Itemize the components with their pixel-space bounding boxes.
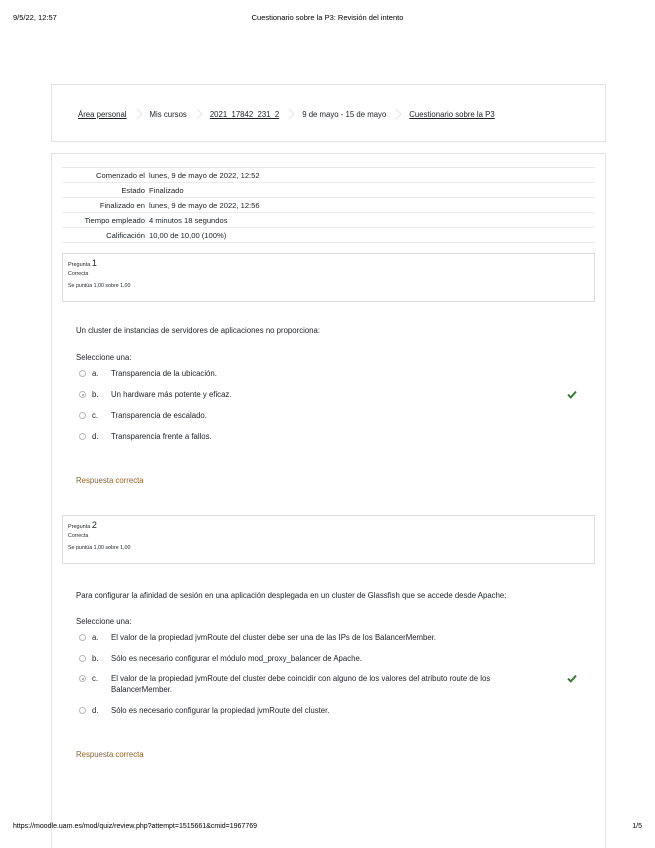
summary-value: lunes, 9 de mayo de 2022, 12:52: [149, 170, 260, 180]
radio-button[interactable]: [79, 391, 86, 398]
summary-value: Finalizado: [149, 185, 184, 195]
question-number-prefix: Pregunta: [68, 524, 91, 530]
breadcrumb: [78, 108, 495, 120]
answer-letter: c.: [92, 411, 99, 420]
radio-button[interactable]: [79, 370, 86, 377]
summary-label: Finalizado en: [99, 200, 145, 210]
answer-text: Un hardware más potente y eficaz.: [111, 390, 232, 399]
breadcrumb-mis-cursos[interactable]: Mis cursos: [149, 109, 187, 119]
question-1-info: [62, 253, 595, 302]
radio-button[interactable]: [79, 433, 86, 440]
print-title: Cuestionario sobre la P3: Revisión del intento: [251, 13, 404, 22]
summary-row: [62, 183, 595, 198]
answer-text: Transparencia de escalado.: [111, 411, 207, 420]
question-number-value: 2: [91, 520, 97, 530]
print-url: https://moodle.uam.es/mod/quiz/review.php?attempt=1515661&cmid=1967769: [13, 823, 257, 830]
breadcrumb-container: [51, 84, 606, 142]
radio-button[interactable]: [79, 412, 86, 419]
answer-option[interactable]: [79, 673, 569, 695]
answer-text: Sólo es necesario configurar la propiedad jvmRoute del cluster.: [111, 706, 330, 715]
answer-letter: c.: [92, 674, 99, 683]
print-header: [13, 13, 642, 25]
summary-value: 10,00 de 10,00 (100%): [149, 230, 227, 240]
question-1-text: Un cluster de instancias de servidores de aplicaciones no proporciona:: [76, 326, 321, 335]
question-2-prompt: Seleccione una:: [76, 617, 132, 626]
radio-button[interactable]: [79, 634, 86, 641]
radio-button[interactable]: [79, 707, 86, 714]
question-state: Correcta: [68, 271, 89, 277]
summary-label: Estado: [121, 185, 145, 195]
answer-option[interactable]: [79, 632, 569, 643]
breadcrumb-section[interactable]: 9 de mayo - 15 de mayo: [302, 109, 387, 119]
quiz-review-content: [51, 153, 606, 848]
radio-button[interactable]: [79, 655, 86, 662]
answer-letter: b.: [92, 654, 99, 663]
question-number: [68, 520, 589, 532]
question-number-prefix: Pregunta: [68, 262, 91, 268]
question-grade: Se puntúa 1,00 sobre 1,00: [68, 545, 131, 551]
breadcrumb-area-personal[interactable]: Área personal: [78, 109, 127, 119]
answer-option[interactable]: [79, 368, 569, 379]
summary-value: 4 minutos 18 segundos: [149, 215, 228, 225]
question-2-feedback: Respuesta correcta: [76, 750, 144, 759]
answer-text: El valor de la propiedad jvmRoute del cluster debe ser una de las IPs de los BalancerMember.: [111, 633, 437, 642]
breadcrumb-separator-icon: [195, 108, 201, 120]
correct-check-icon: [567, 390, 577, 399]
print-date: 9/5/22, 12:57: [13, 13, 57, 22]
question-number: [68, 258, 589, 270]
summary-row: [62, 228, 595, 243]
answer-letter: d.: [92, 706, 99, 715]
question-number-value: 1: [91, 258, 97, 268]
breadcrumb-course[interactable]: 2021_17842_231_2: [209, 109, 280, 119]
answer-text: [103, 673, 490, 695]
attempt-summary-table: [62, 167, 595, 243]
breadcrumb-quiz[interactable]: Cuestionario sobre la P3: [409, 109, 495, 119]
question-2-info: [62, 515, 595, 564]
print-footer: [13, 823, 642, 835]
breadcrumb-separator-icon: [135, 108, 141, 120]
radio-button[interactable]: [79, 675, 86, 682]
answer-option[interactable]: [79, 389, 569, 400]
answer-text: Transparencia de la ubicación.: [111, 369, 217, 378]
summary-row: [62, 213, 595, 228]
breadcrumb-separator-icon: [394, 108, 400, 120]
question-state: Correcta: [68, 533, 89, 539]
summary-row: [62, 198, 595, 213]
answer-option[interactable]: [79, 653, 569, 664]
answer-letter: a.: [92, 369, 99, 378]
answer-text: Sólo es necesario configurar el módulo mod_proxy_balancer de Apache.: [111, 654, 362, 663]
answer-text: Transparencia frente a fallos.: [111, 432, 212, 441]
print-page-number: 1/5: [632, 823, 642, 830]
answer-option[interactable]: [79, 705, 569, 716]
summary-label: Calificación: [106, 230, 145, 240]
question-grade: Se puntúa 1,00 sobre 1,00: [68, 283, 131, 289]
question-1-prompt: Seleccione una:: [76, 353, 132, 362]
summary-value: lunes, 9 de mayo de 2022, 12:56: [149, 200, 260, 210]
summary-label: Comenzado el: [96, 170, 145, 180]
summary-label: Tiempo empleado: [84, 215, 145, 225]
answer-letter: d.: [92, 432, 99, 441]
answer-letter: b.: [92, 390, 99, 399]
answer-option[interactable]: [79, 410, 569, 421]
answer-text-line: El valor de la propiedad jvmRoute del cluster debe coincidir con alguno de los valores del atributo route de los: [111, 674, 491, 683]
correct-check-icon: [567, 674, 577, 683]
breadcrumb-separator-icon: [287, 108, 293, 120]
answer-text-line: BalancerMember.: [111, 685, 173, 694]
question-2-text: Para configurar la afinidad de sesión en una aplicación desplegada en un cluster de Glassfish que se accede desde Apache:: [76, 591, 507, 600]
summary-row: [62, 168, 595, 183]
question-1-feedback: Respuesta correcta: [76, 476, 144, 485]
answer-letter: a.: [92, 633, 99, 642]
answer-option[interactable]: [79, 431, 569, 442]
